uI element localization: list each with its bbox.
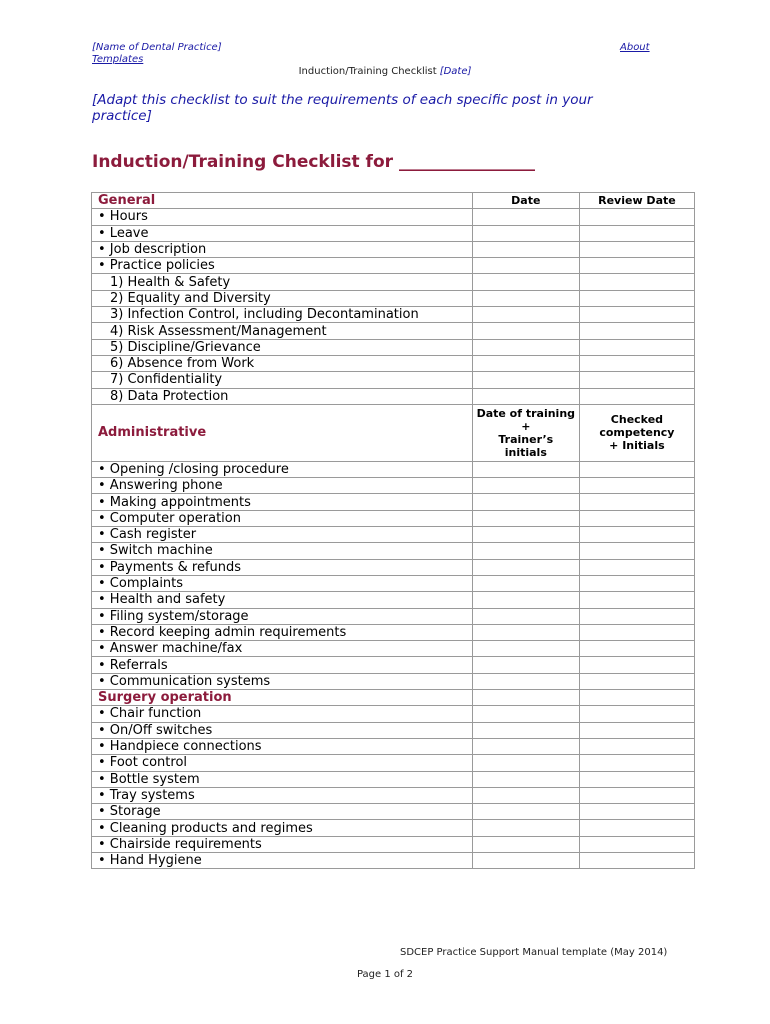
col-header-line: initials: [504, 445, 547, 459]
review-cell[interactable]: [579, 355, 694, 371]
table-row: [92, 852, 695, 868]
table-row: [92, 706, 695, 722]
review-cell[interactable]: [579, 290, 694, 306]
page-title: Induction/Training Checklist for ________________: [92, 152, 535, 172]
date-cell[interactable]: [472, 209, 579, 225]
table-row: [92, 608, 695, 624]
checklist-item: • Handpiece connections: [92, 738, 473, 754]
review-cell[interactable]: [579, 657, 694, 673]
checklist-item: • Switch machine: [92, 543, 473, 559]
table-row: [92, 755, 695, 771]
review-cell[interactable]: [579, 624, 694, 640]
checklist-item: • Leave: [92, 225, 473, 241]
checklist-item: • Computer operation: [92, 510, 473, 526]
table-row: [92, 225, 695, 241]
checklist-item: 3) Infection Control, including Decontamination: [92, 307, 473, 323]
checklist-item: • Filing system/storage: [92, 608, 473, 624]
table-row: [92, 738, 695, 754]
administrative-header-row: [92, 404, 695, 461]
date-cell[interactable]: [472, 624, 579, 640]
table-row: [92, 575, 695, 591]
header-center: [0, 66, 770, 77]
date-cell[interactable]: [472, 388, 579, 404]
review-cell[interactable]: [579, 339, 694, 355]
review-cell[interactable]: [579, 592, 694, 608]
section-heading-surgery: Surgery operation: [92, 690, 473, 706]
table-row: [92, 274, 695, 290]
review-cell[interactable]: [579, 738, 694, 754]
checklist-item: • Making appointments: [92, 494, 473, 510]
date-cell[interactable]: [472, 372, 579, 388]
checklist-item: 2) Equality and Diversity: [92, 290, 473, 306]
checklist-item: • Cash register: [92, 527, 473, 543]
date-cell[interactable]: [472, 527, 579, 543]
date-cell[interactable]: [472, 738, 579, 754]
review-cell[interactable]: [579, 258, 694, 274]
table-row: [92, 673, 695, 689]
col-header-review-date: Review Date: [579, 193, 694, 209]
review-cell[interactable]: [579, 608, 694, 624]
table-row: [92, 722, 695, 738]
review-cell[interactable]: [579, 673, 694, 689]
header-title: Induction/Training Checklist: [298, 66, 437, 77]
date-cell[interactable]: [472, 274, 579, 290]
review-cell[interactable]: [579, 225, 694, 241]
general-header-row: [92, 193, 695, 209]
date-cell[interactable]: [472, 461, 579, 477]
table-row: [92, 820, 695, 836]
checklist-table: [91, 192, 695, 869]
date-cell[interactable]: [472, 592, 579, 608]
checklist-item: • Storage: [92, 804, 473, 820]
date-cell[interactable]: [472, 575, 579, 591]
col-header-checked-competency: [579, 404, 694, 461]
date-cell[interactable]: [472, 478, 579, 494]
review-cell[interactable]: [579, 787, 694, 803]
date-cell[interactable]: [472, 510, 579, 526]
col-header-line: Checked: [610, 413, 664, 427]
table-row: [92, 388, 695, 404]
review-cell[interactable]: [579, 274, 694, 290]
review-cell[interactable]: [579, 372, 694, 388]
review-cell[interactable]: [579, 641, 694, 657]
table-row: [92, 461, 695, 477]
review-cell[interactable]: [579, 388, 694, 404]
date-cell[interactable]: [472, 852, 579, 868]
checklist-item: • Cleaning products and regimes: [92, 820, 473, 836]
templates-link[interactable]: Templates: [92, 54, 144, 65]
checklist-item: • Answering phone: [92, 478, 473, 494]
date-placeholder: [Date]: [439, 66, 472, 77]
date-cell[interactable]: [472, 307, 579, 323]
table-row: [92, 258, 695, 274]
date-cell[interactable]: [472, 673, 579, 689]
table-row: [92, 478, 695, 494]
col-header-date: Date: [472, 193, 579, 209]
checklist-item: • Hand Hygiene: [92, 852, 473, 868]
date-cell[interactable]: [472, 323, 579, 339]
date-cell[interactable]: [472, 787, 579, 803]
review-cell[interactable]: [579, 559, 694, 575]
col-header-line: Trainer’s: [498, 432, 554, 446]
date-cell[interactable]: [472, 657, 579, 673]
review-cell[interactable]: [579, 543, 694, 559]
review-cell[interactable]: [579, 755, 694, 771]
adapt-note: [Adapt this checklist to suit the requirements of each specific post in your practice]: [92, 92, 593, 124]
table-row: [92, 372, 695, 388]
practice-name-placeholder: [Name of Dental Practice]: [92, 42, 222, 53]
checklist-item: • Referrals: [92, 657, 473, 673]
col-header-line: +: [521, 419, 531, 433]
date-cell[interactable]: [472, 494, 579, 510]
date-cell[interactable]: [472, 690, 579, 706]
table-row: [92, 323, 695, 339]
checklist-item: • Complaints: [92, 575, 473, 591]
date-cell[interactable]: [472, 355, 579, 371]
review-cell[interactable]: [579, 771, 694, 787]
table-row: [92, 307, 695, 323]
col-header-line: + Initials: [609, 439, 665, 453]
date-cell[interactable]: [472, 804, 579, 820]
date-cell[interactable]: [472, 559, 579, 575]
col-header-line: Date of training: [476, 406, 576, 420]
checklist-item: 8) Data Protection: [92, 388, 473, 404]
table-row: [92, 771, 695, 787]
review-cell[interactable]: [579, 852, 694, 868]
review-cell[interactable]: [579, 706, 694, 722]
review-cell[interactable]: [579, 510, 694, 526]
review-cell[interactable]: [579, 804, 694, 820]
review-cell[interactable]: [579, 209, 694, 225]
checklist-item: • Communication systems: [92, 673, 473, 689]
checklist-item: 1) Health & Safety: [92, 274, 473, 290]
date-cell[interactable]: [472, 339, 579, 355]
footer-text: SDCEP Practice Support Manual template (May 2014): [400, 947, 668, 958]
checklist-item: • Practice policies: [92, 258, 473, 274]
date-cell[interactable]: [472, 755, 579, 771]
review-cell[interactable]: [579, 478, 694, 494]
about-link[interactable]: About: [620, 42, 650, 53]
checklist-item: • Foot control: [92, 755, 473, 771]
checklist-item: • Payments & refunds: [92, 559, 473, 575]
section-heading-administrative: Administrative: [92, 404, 473, 461]
date-cell[interactable]: [472, 706, 579, 722]
date-cell[interactable]: [472, 641, 579, 657]
table-row: [92, 624, 695, 640]
review-cell[interactable]: [579, 461, 694, 477]
table-row: [92, 690, 695, 706]
page-number: Page 1 of 2: [356, 969, 414, 980]
review-cell[interactable]: [579, 323, 694, 339]
table-row: [92, 494, 695, 510]
review-cell[interactable]: [579, 722, 694, 738]
date-cell[interactable]: [472, 836, 579, 852]
checklist-item: • Bottle system: [92, 771, 473, 787]
review-cell[interactable]: [579, 494, 694, 510]
date-cell[interactable]: [472, 225, 579, 241]
checklist-item: 7) Confidentiality: [92, 372, 473, 388]
review-cell[interactable]: [579, 690, 694, 706]
table-row: [92, 804, 695, 820]
table-row: [92, 543, 695, 559]
checklist-item: • Chair function: [92, 706, 473, 722]
table-row: [92, 592, 695, 608]
checklist-item: • Answer machine/fax: [92, 641, 473, 657]
checklist-item: • Opening /closing procedure: [92, 461, 473, 477]
table-row: [92, 241, 695, 257]
checklist-item: • Chairside requirements: [92, 836, 473, 852]
date-cell[interactable]: [472, 241, 579, 257]
date-cell[interactable]: [472, 258, 579, 274]
date-cell[interactable]: [472, 771, 579, 787]
checklist-item: • Health and safety: [92, 592, 473, 608]
date-cell[interactable]: [472, 722, 579, 738]
checklist-item: • Tray systems: [92, 787, 473, 803]
review-cell[interactable]: [579, 820, 694, 836]
date-cell[interactable]: [472, 543, 579, 559]
table-row: [92, 641, 695, 657]
checklist-item: 5) Discipline/Grievance: [92, 339, 473, 355]
date-cell[interactable]: [472, 820, 579, 836]
review-cell[interactable]: [579, 836, 694, 852]
checklist-item: • Record keeping admin requirements: [92, 624, 473, 640]
col-header-training-date: [472, 404, 579, 461]
date-cell[interactable]: [472, 608, 579, 624]
review-cell[interactable]: [579, 527, 694, 543]
col-header-line: competency: [599, 426, 675, 440]
header-practice: [92, 42, 222, 66]
table-row: [92, 787, 695, 803]
checklist-item: • On/Off switches: [92, 722, 473, 738]
table-row: [92, 527, 695, 543]
checklist-item: • Hours: [92, 209, 473, 225]
table-row: [92, 355, 695, 371]
checklist-item: • Job description: [92, 241, 473, 257]
table-row: [92, 559, 695, 575]
table-row: [92, 657, 695, 673]
checklist-item: 4) Risk Assessment/Management: [92, 323, 473, 339]
review-cell[interactable]: [579, 575, 694, 591]
section-heading-general: General: [92, 193, 473, 209]
table-row: [92, 290, 695, 306]
table-row: [92, 510, 695, 526]
table-row: [92, 209, 695, 225]
date-cell[interactable]: [472, 290, 579, 306]
review-cell[interactable]: [579, 241, 694, 257]
table-row: [92, 836, 695, 852]
table-row: [92, 339, 695, 355]
checklist-item: 6) Absence from Work: [92, 355, 473, 371]
review-cell[interactable]: [579, 307, 694, 323]
